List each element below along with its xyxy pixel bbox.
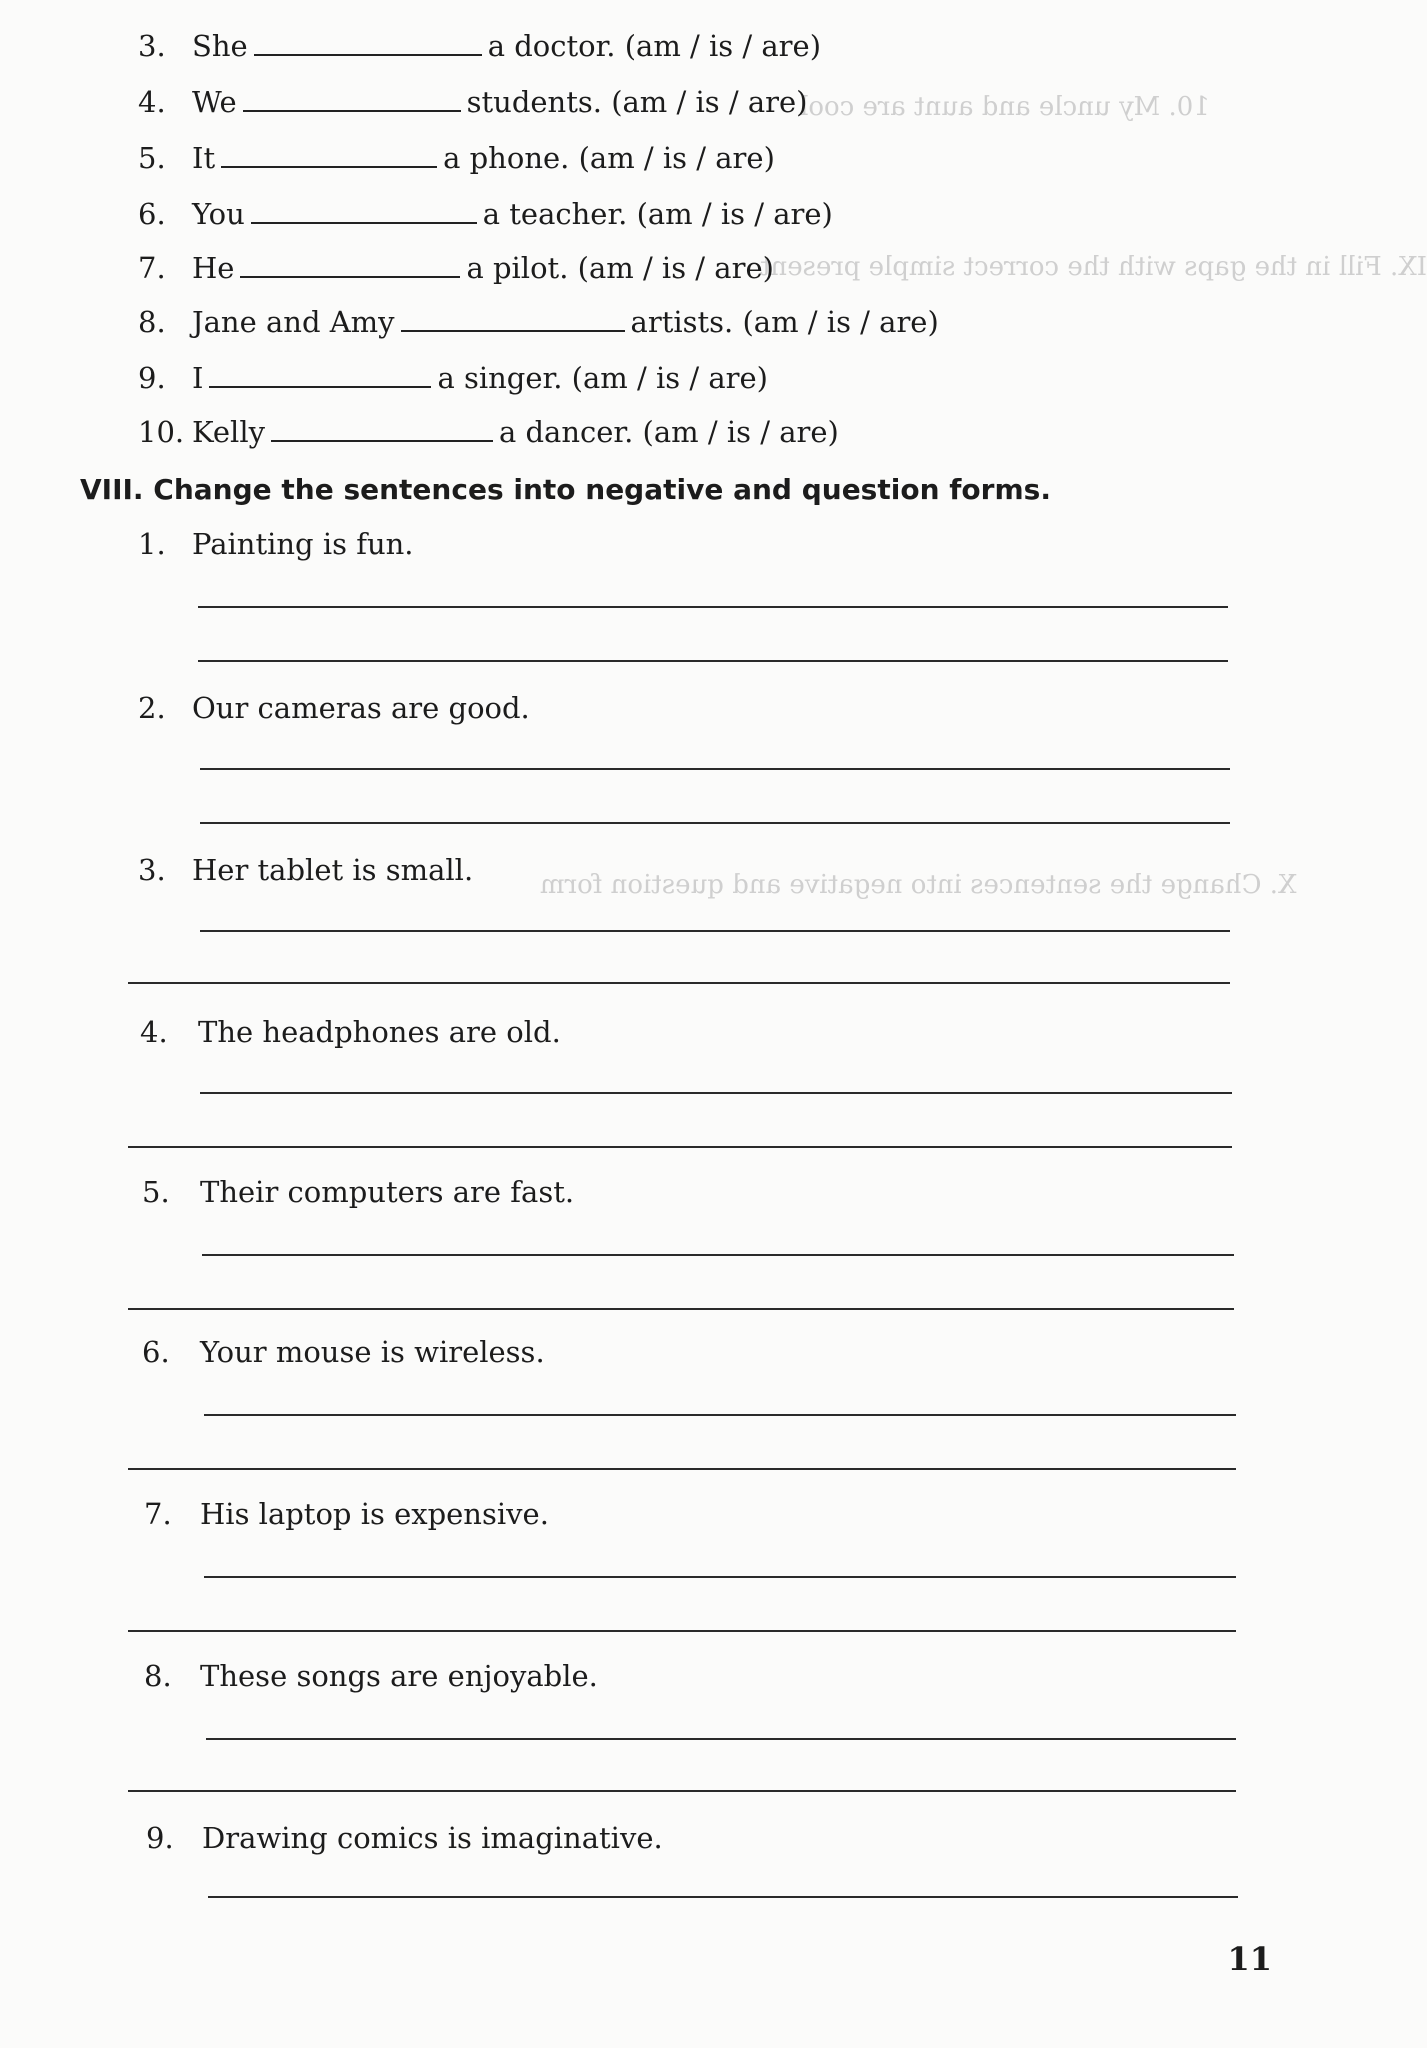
answer-blank[interactable] [243, 88, 461, 112]
sentence-item [142, 1334, 545, 1370]
item-number: 3. [138, 29, 166, 63]
show-through-text: 10. My uncle and aunt are cool [800, 92, 1210, 122]
item-prompt: a teacher. (am / is / are) [482, 197, 833, 231]
item-number: 6. [142, 1335, 170, 1369]
item-sentence: These songs are enjoyable. [200, 1659, 598, 1693]
page-number: 11 [1227, 1940, 1272, 1978]
answer-blank[interactable] [254, 32, 482, 56]
item-prompt: students. (am / is / are) [466, 85, 808, 119]
fill-in-item [138, 196, 833, 232]
answer-blank[interactable] [209, 364, 431, 388]
item-sentence: Drawing comics is imaginative. [202, 1821, 663, 1855]
item-number: 4. [140, 1015, 168, 1049]
fill-in-item [138, 250, 774, 286]
item-sentence: Your mouse is wireless. [200, 1335, 545, 1369]
show-through-text: X. Change the sentences into negative and question form [540, 870, 1297, 900]
show-through-text: IX. Fill in the gaps with the correct simple present [760, 252, 1427, 282]
answer-line-negative[interactable] [208, 1896, 1238, 1898]
item-subject: He [192, 251, 235, 285]
answer-line-negative[interactable] [198, 606, 1228, 608]
item-sentence: Painting is fun. [192, 527, 414, 561]
item-prompt: a doctor. (am / is / are) [487, 29, 822, 63]
item-prompt: artists. (am / is / are) [630, 305, 939, 339]
item-number: 9. [146, 1821, 174, 1855]
item-subject: I [192, 361, 204, 395]
sentence-item [142, 1174, 574, 1210]
item-prompt: a dancer. (am / is / are) [498, 415, 839, 449]
answer-line-negative[interactable] [206, 1738, 1236, 1740]
fill-in-item [138, 414, 839, 450]
item-sentence: The headphones are old. [198, 1015, 561, 1049]
item-sentence: His laptop is expensive. [200, 1497, 549, 1531]
sentence-item [144, 1658, 598, 1694]
item-subject: Jane and Amy [192, 305, 395, 339]
answer-line-negative[interactable] [200, 768, 1230, 770]
item-number: 8. [138, 305, 166, 339]
sentence-item [146, 1820, 663, 1856]
sentence-item [138, 690, 530, 726]
fill-in-item [138, 28, 821, 64]
answer-line-negative[interactable] [200, 930, 1230, 932]
sentence-item [140, 1014, 561, 1050]
item-prompt: a pilot. (am / is / are) [466, 251, 774, 285]
item-number: 2. [138, 691, 166, 725]
fill-in-item [138, 360, 768, 396]
item-number: 3. [138, 853, 166, 887]
item-subject: Kelly [192, 415, 265, 449]
answer-blank[interactable] [401, 308, 625, 332]
item-number: 5. [142, 1175, 170, 1209]
sentence-item [138, 852, 473, 888]
item-number: 7. [144, 1497, 172, 1531]
fill-in-item [138, 84, 808, 120]
item-number: 8. [144, 1659, 172, 1693]
item-subject: We [192, 85, 237, 119]
answer-line-question[interactable] [128, 1146, 1232, 1148]
item-subject: It [192, 141, 216, 175]
item-number: 4. [138, 85, 166, 119]
item-subject: You [192, 197, 245, 231]
section-heading: VIII. Change the sentences into negative and question forms. [80, 473, 1051, 506]
answer-line-question[interactable] [128, 1308, 1234, 1310]
item-prompt: a phone. (am / is / are) [443, 141, 775, 175]
answer-blank[interactable] [221, 144, 437, 168]
item-sentence: Her tablet is small. [192, 853, 474, 887]
answer-line-question[interactable] [128, 982, 1230, 984]
answer-blank[interactable] [271, 418, 493, 442]
sentence-item [144, 1496, 549, 1532]
item-number: 10. [138, 415, 185, 449]
item-prompt: a singer. (am / is / are) [437, 361, 768, 395]
answer-line-negative[interactable] [204, 1414, 1236, 1416]
answer-blank[interactable] [251, 200, 477, 224]
sentence-item [138, 526, 414, 562]
item-number: 7. [138, 251, 166, 285]
item-number: 1. [138, 527, 166, 561]
item-number: 6. [138, 197, 166, 231]
item-number: 9. [138, 361, 166, 395]
answer-line-question[interactable] [128, 1630, 1236, 1632]
answer-line-question[interactable] [128, 1468, 1236, 1470]
answer-line-negative[interactable] [204, 1576, 1236, 1578]
fill-in-item [138, 304, 939, 340]
answer-line-negative[interactable] [202, 1254, 1234, 1256]
fill-in-item [138, 140, 775, 176]
item-sentence: Their computers are fast. [200, 1175, 575, 1209]
item-number: 5. [138, 141, 166, 175]
answer-line-negative[interactable] [200, 1092, 1232, 1094]
item-subject: She [192, 29, 248, 63]
answer-line-question[interactable] [198, 660, 1228, 662]
answer-blank[interactable] [240, 254, 460, 278]
answer-line-question[interactable] [200, 822, 1230, 824]
answer-line-question[interactable] [128, 1790, 1236, 1792]
item-sentence: Our cameras are good. [192, 691, 530, 725]
